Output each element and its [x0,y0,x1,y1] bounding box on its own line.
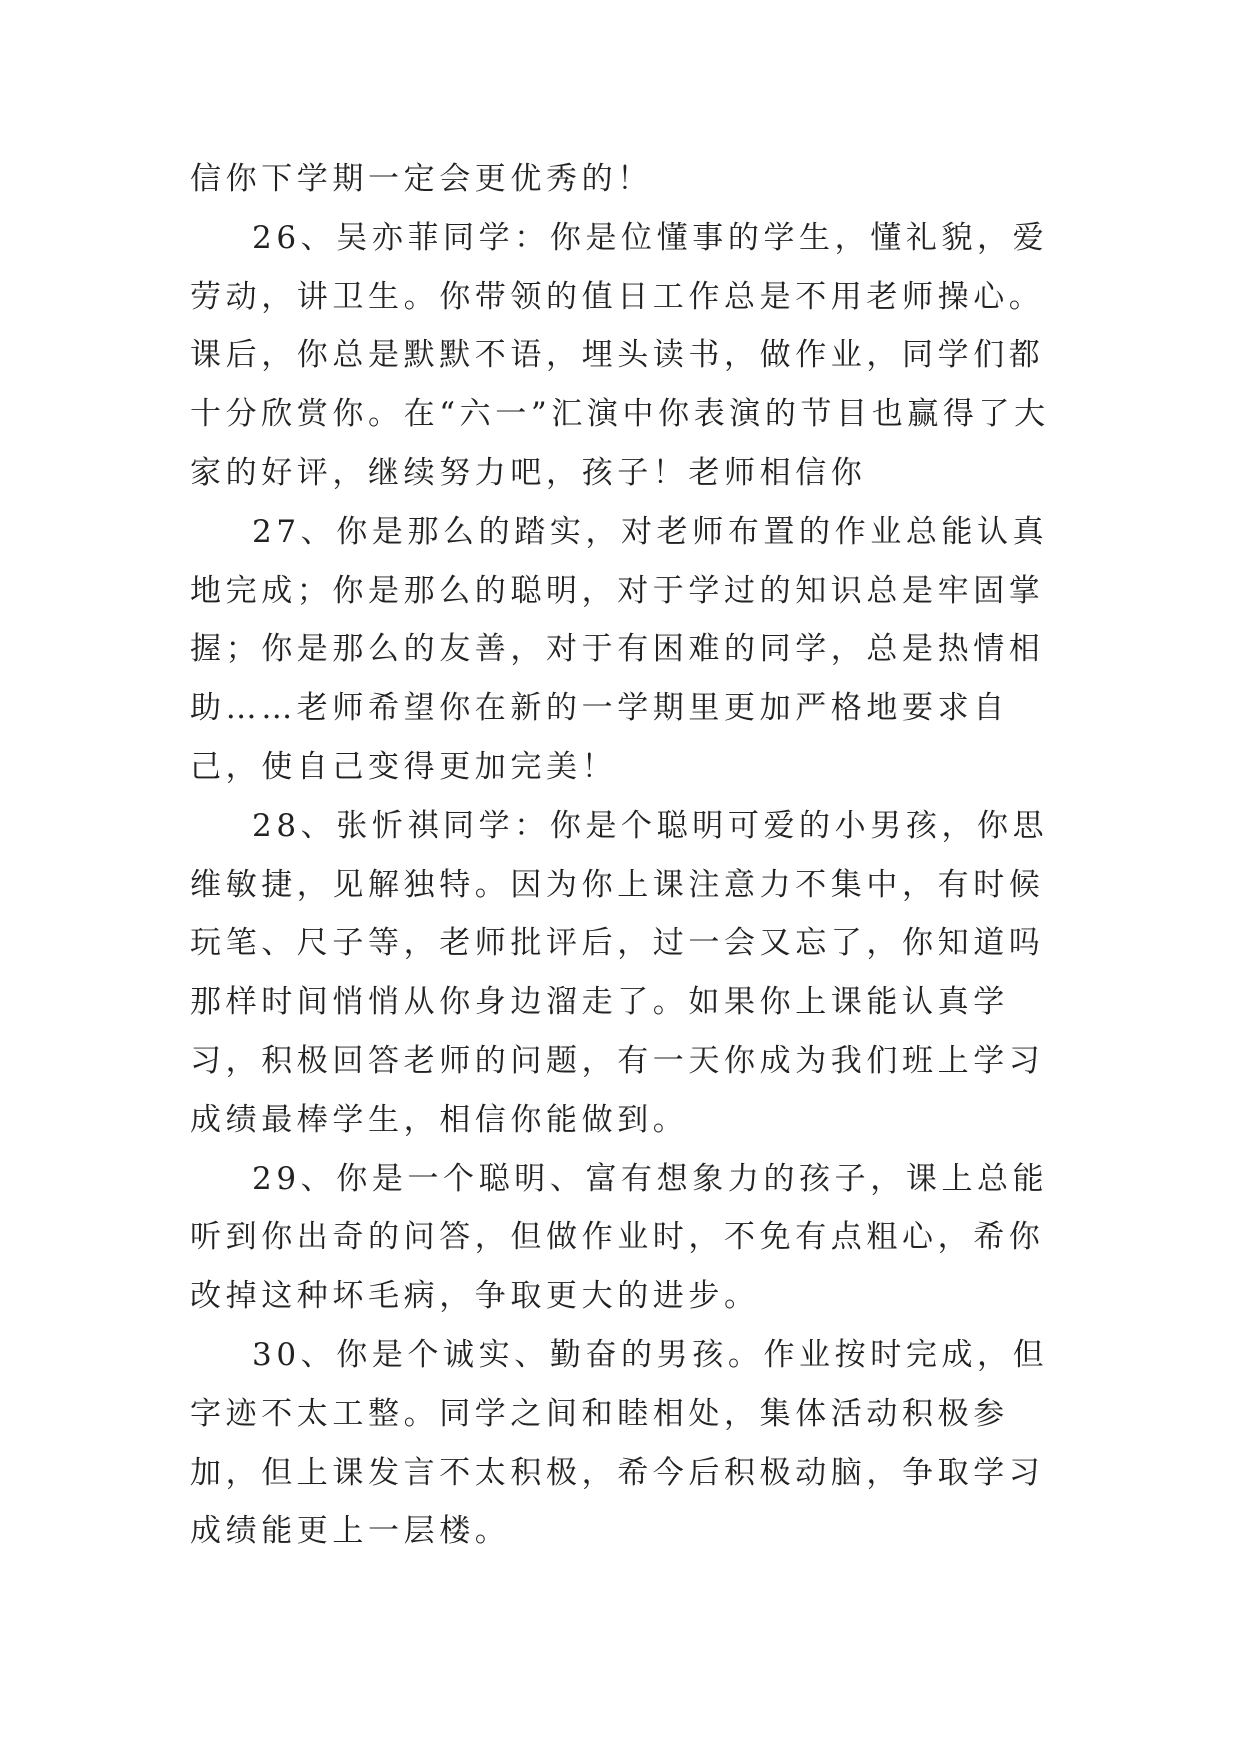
paragraph-item-26: 26、吴亦菲同学：你是位懂事的学生，懂礼貌，爱劳动，讲卫生。你带领的值日工作总是不用老师操心。课后，你总是默默不语，埋头读书，做作业，同学们都十分欣赏你。在“六一”汇演中你表演的节目也赢得了大家的好评，继续努力吧，孩子！老师相信你 [190,219,1050,491]
document-body [190,150,1070,1561]
paragraph-item-27: 27、你是那么的踏实，对老师布置的作业总能认真地完成；你是那么的聪明，对于学过的知识总是牢固掌握；你是那么的友善，对于有困难的同学，总是热情相助……老师希望你在新的一学期里更加严格地要求自己，使自己变得更加完美！ [190,513,1049,785]
paragraph-item-30: 30、你是个诚实、勤奋的男孩。作业按时完成，但字迹不太工整。同学之间和睦相处，集体活动积极参加，但上课发言不太积极，希今后积极动脑，争取学习成绩能更上一层楼。 [190,1336,1049,1550]
paragraph-item-28: 28、张忻祺同学：你是个聪明可爱的小男孩，你思维敏捷，见解独特。因为你上课注意力不集中，有时候玩笔、尺子等，老师批评后，过一会又忘了，你知道吗那样时间悄悄从你身边溜走了。如果你上课能认真学习，积极回答老师的问题，有一天你成为我们班上学习成绩最棒学生，相信你能做到。 [190,807,1049,1138]
paragraph-item-29: 29、你是一个聪明、富有想象力的孩子，课上总能听到你出奇的问答，但做作业时，不免有点粗心，希你改掉这种坏毛病，争取更大的进步。 [190,1160,1049,1315]
paragraph-continuation: 信你下学期一定会更优秀的！ [190,161,653,197]
